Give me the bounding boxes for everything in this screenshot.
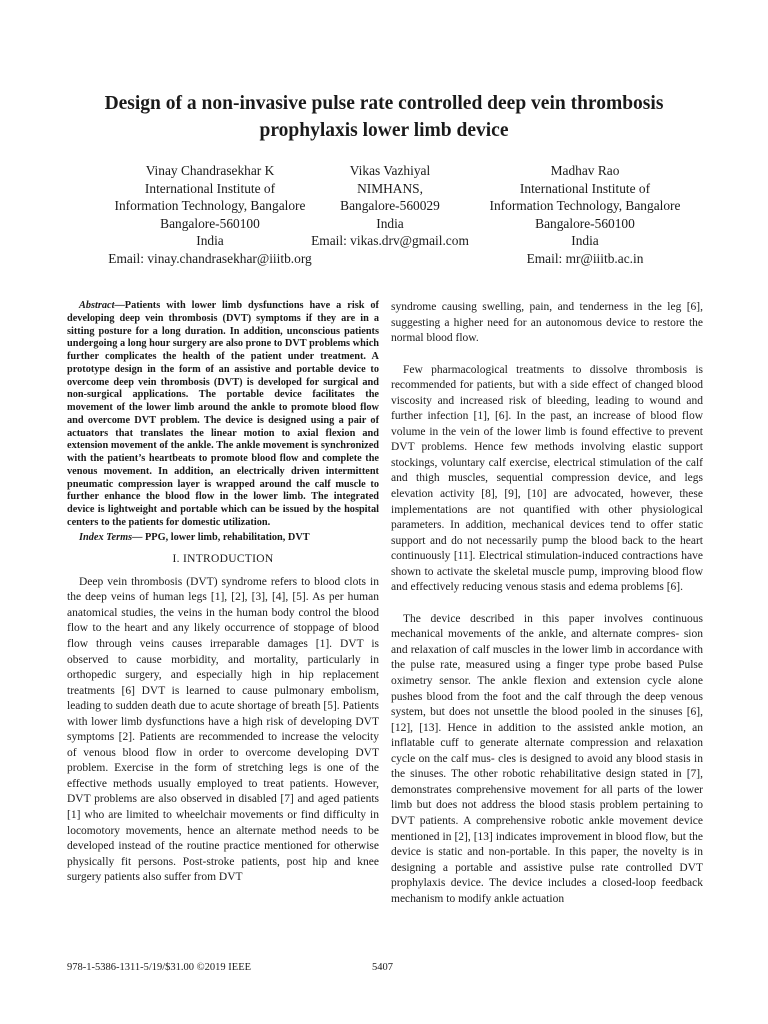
section-heading-introduction: I. INTRODUCTION	[172, 553, 274, 566]
paragraph: Deep vein thrombosis (DVT) syndrome refers to blood clots in the deep veins of human legs [1], [2], [3], [4], [5]. As per human anatomical studies, the veins in the human body control the blood flow to the heart and any likely occurrence of stoppage of blood flow through veins causes irreparable damages [1]. DVT is observed to cause morbidity, and mortality, particularly in orthopedic surgery, and especially high in hip replacement treatments [6] DVT is learned to cause pulmonary embolism, leading to sudden death due to acute shortage of breath [5]. Patients with lower limb dysfunctions have a high risk of developing DVT symptoms [2]. Patients are recommended to increase the velocity of venous blood flow in order to overcome developing DVT problem. Exercise in the form of stretching legs is one of the effective methods usually employed to treat patients. However, DVT problems are also observed in disabled [7] and aged patients [1] who are limited to wheelchair movements or find difficulty in locomotory movements, hence an alternate method needs to be developed instead of the routine practice mentioned for otherwise physically fit persons. Post-stroke patients, post hip and knee surgery patients also suffer from DVT	[67, 575, 379, 884]
abstract-label: Abstract	[79, 300, 115, 311]
author-affiliation: Information Technology, Bangalore	[114, 198, 306, 214]
author-name: Madhav Rao	[550, 163, 620, 178]
index-terms-text: — PPG, lower limb, rehabilitation, DVT	[132, 531, 310, 543]
author-affiliation: NIMHANS,	[357, 180, 423, 196]
abstract-text: —Patients with lower limb dysfunctions have a risk of developing deep vein thrombosis (DVT) symptoms if they are in a sitting posture for a long duration. In addition, unconscious patients undergoing a long hour surgery are also prone to DVT problems which further complicates the health of the patient under treatment. A prototype design in the form of an assistive and portable device to overcome deep vein thrombosis (DVT) is developed for surgical and non-surgical applications. The portable device facilitates the movement of the lower limb around the ankle to promote blood flow and overcome DVT problem. The device is designed using a pair of actuators that translates the linear motion to axial flexion and extension movement of the ankle. The ankle movement is synchronized with the patient’s heartbeats to promote blood flow and complete the venous movement. In addition, an electrically driven intermittent pneumatic compression layer is wrapped around the calf muscle to further enhance the blood flow in the lower limb. The integrated device is lightweight and portable which can be issued by the hospital centers to the patients for domestic utilization.	[67, 300, 379, 528]
title-line-2: prophylaxis lower limb device	[259, 120, 509, 141]
paragraph: Few pharmacological treatments to dissolve thrombosis is recommended for patients, but with a side effect of changed blood viscosity and increased risk of bleeding, leading to wound and further infection [1], [6]. In the past, an increase of blood flow volume in the vein of the lower limb is found effective to prevent DVT problems. Hence few methods involving elastic support stockings, voluntary calf exercise, electrical stimulation of the calf and thigh muscles, sequential compression device, and legs elevation activity [8], [9], [10] are advocated, however, these implementations are not quantified with other physiological parameters. In addition, mechanical devices tend to offer static support and do not necessarily pump the blood back to the heart continuously [11]. Electrical stimulation-induced contractions have shown to activate the skeletal muscle pump, improving blood flow and effectively reducing venous stasis and edema problems [6].	[391, 363, 703, 594]
author-affiliation: Information Technology, Bangalore	[489, 198, 681, 214]
abstract	[67, 300, 379, 530]
left-column	[67, 300, 379, 886]
page-number: 5407	[372, 962, 393, 973]
author-email: Email: mr@iiitb.ac.in	[526, 250, 644, 266]
paper-title	[60, 90, 708, 144]
author-city: Bangalore-560100	[535, 215, 635, 231]
author-country: India	[571, 233, 599, 249]
author-country: India	[376, 215, 404, 231]
footer-isbn: 978-1-5386-1311-5/19/$31.00 ©2019 IEEE	[67, 962, 252, 973]
paragraph: The device described in this paper involves continuous mechanical movements of the ankle, and alternate compres- sion and relaxation of calf muscles in the lower limb in accordance with the pulse rate, measured using a finger type probe based Pulse oximetry sensor. The ankle flexion and extension cycle alone pushes blood from the foot and the calf through the deep venous system, but does not unsettle the blood pooled in the sinuses [6], [12], [13]. Hence in addition to the assisted ankle motion, an inflatable cuff to generate alternate compression and relaxation cycle on the calf mus- cles is designed to avoid any blood stasis in the sinuses. The other robotic rehabilitative design stated in [7], demonstrates comprehensive movement for all parts of the lower limb but does not address the blood stasis problem pertaining to DVT patients. A comprehensive robotic ankle movement device mentioned in [2], [13] indicates improvement in blood flow, but the device is static and non-portable. In this paper, the novelty is in designing a portable and assistive pulse rate controlled DVT prophylaxis device. The device includes a closed-loop feedback mechanism to modify ankle actuation	[391, 612, 703, 905]
index-terms	[67, 532, 379, 545]
right-column	[391, 300, 703, 907]
author-name: Vikas Vazhiyal	[349, 163, 431, 178]
paragraph: syndrome causing swelling, pain, and tenderness in the leg [6], suggesting a higher need for an autonomous device to restore the normal blood flow.	[391, 301, 703, 345]
author-block-3	[450, 162, 720, 268]
author-affiliation: International Institute of	[144, 180, 276, 196]
author-email: Email: vinay.chandrasekhar@iiitb.org	[108, 250, 312, 266]
author-email: Email: vikas.drv@gmail.com	[311, 233, 469, 249]
author-affiliation: International Institute of	[519, 180, 651, 196]
author-country: India	[196, 233, 224, 249]
author-city: Bangalore-560100	[160, 215, 260, 231]
author-name: Vinay Chandrasekhar K	[145, 163, 275, 178]
author-city: Bangalore-560029	[340, 198, 440, 214]
index-terms-label: Index Terms	[79, 531, 133, 543]
title-line-1: Design of a non-invasive pulse rate controlled deep vein thrombosis	[104, 93, 664, 114]
